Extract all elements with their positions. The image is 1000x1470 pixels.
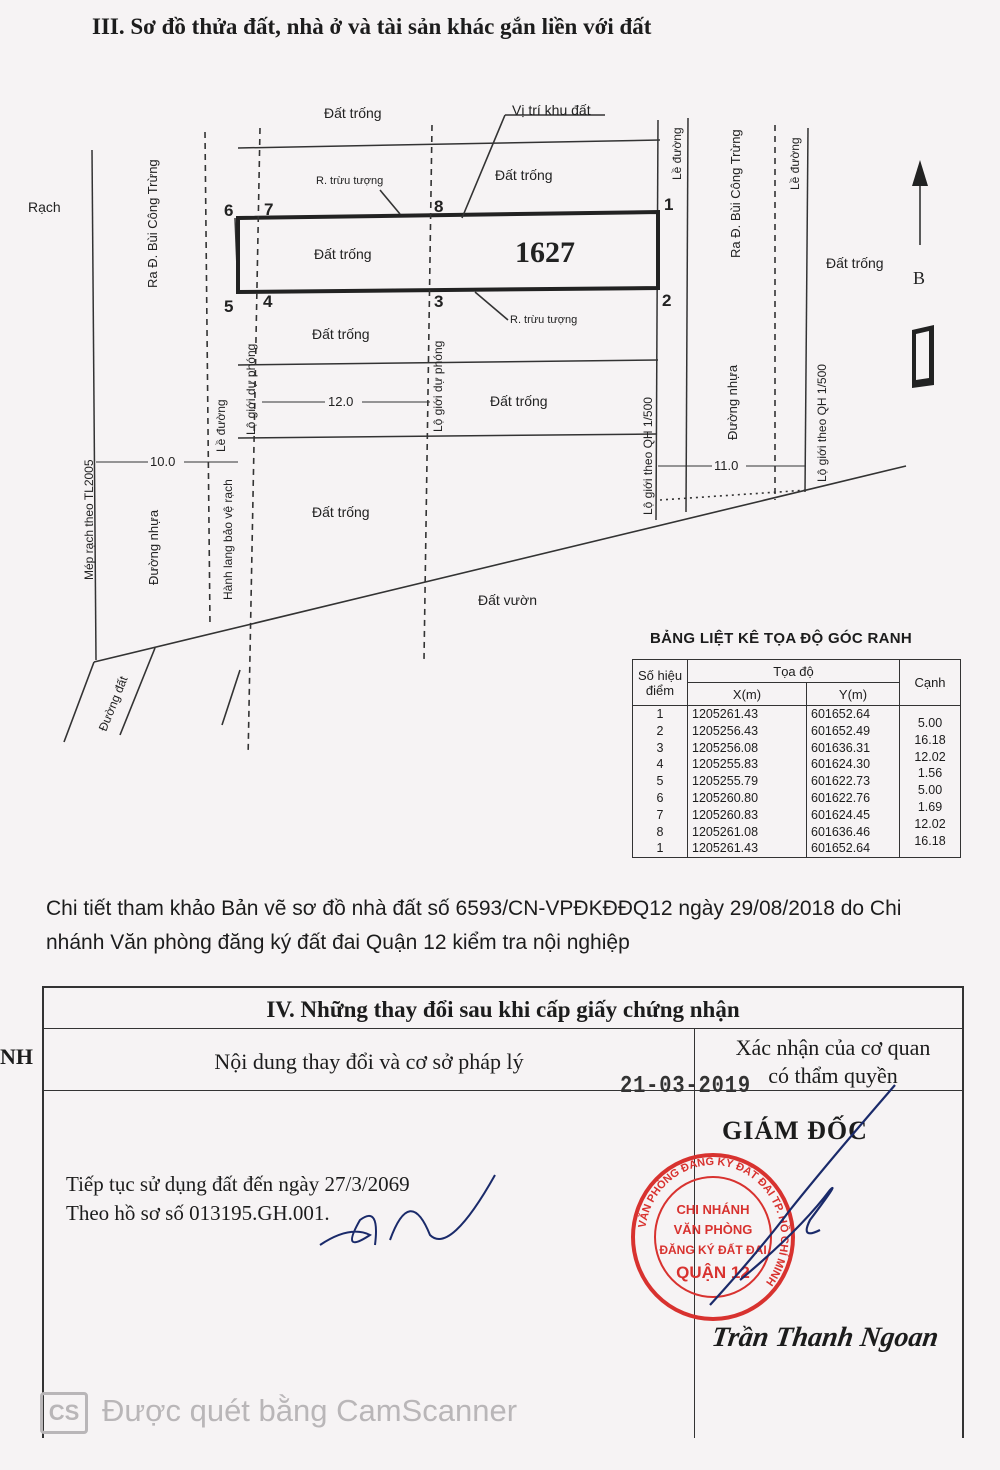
header-x: X(m) — [688, 683, 807, 706]
label-dat-trong: Đất trống — [495, 167, 553, 183]
point-1: 1 — [664, 195, 674, 214]
dimension-lines — [96, 402, 805, 466]
signer-name: Trần Thanh Ngoan — [709, 1322, 941, 1353]
point-2: 2 — [662, 291, 672, 310]
plot-boundary-lines — [92, 118, 808, 660]
seal-line-3: ĐĂNG KÝ ĐẤT ĐAI — [659, 1243, 767, 1257]
coordinate-row — [633, 790, 961, 807]
point-8: 8 — [434, 197, 444, 216]
label-dat-trong-right: Đất trống — [826, 255, 884, 271]
seal-line-1: CHI NHÁNH — [676, 1202, 750, 1217]
x-value: 1205255.83 — [688, 756, 807, 773]
coordinate-row — [633, 723, 961, 740]
label-mep-rach: Mép rạch theo TL2005 — [82, 459, 96, 580]
x-value: 1205261.08 — [688, 824, 807, 841]
column-confirm-line1: Xác nhận của cơ quan — [735, 1035, 931, 1060]
label-ra-bui-cong-trung-right: Ra Đ. Bùi Công Trừng — [728, 129, 743, 258]
column-content-header: Nội dung thay đổi và cơ sở pháp lý — [44, 1028, 695, 1090]
label-dat-trong-top: Đất trống — [324, 105, 382, 121]
label-le-duong-left: Lề đường — [214, 399, 228, 452]
header-point: Số hiệu điểm — [633, 660, 688, 706]
dimension-10: 10.0 — [150, 454, 176, 469]
coordinate-row — [633, 740, 961, 757]
officer-signature-icon — [310, 1165, 510, 1265]
label-vi-tri-khu-dat: Vị trí khu đất — [512, 102, 591, 118]
x-value: 1205256.08 — [688, 740, 807, 757]
label-lo-gioi-qh-left: Lộ giới theo QH 1/500 — [641, 397, 655, 515]
y-value: 601652.64 — [807, 840, 900, 857]
label-r-truu-tuong-top: R. trừu tượng — [316, 175, 384, 187]
coordinate-row — [633, 756, 961, 773]
edge-length — [900, 840, 961, 857]
label-lo-gioi-qh-right: Lộ giới theo QH 1/500 — [815, 364, 829, 482]
point-number: 1 — [633, 706, 688, 723]
label-dat-trong-parcel: Đất trống — [314, 246, 372, 262]
reference-note: Chi tiết tham khảo Bản vẽ sơ đồ nhà đất số 6593/CN-VPĐKĐĐQ12 ngày 29/08/2018 do Chi nhánh Văn phòng đăng ký đất đai Quận 12 kiểm tra nội nghiệp — [46, 897, 902, 954]
coordinate-row — [633, 706, 961, 723]
label-dat-trong-lower: Đất trống — [312, 504, 370, 520]
y-value: 601636.46 — [807, 824, 900, 841]
date-stamp: 21-03-2019 — [620, 1073, 751, 1100]
point-number: 2 — [633, 723, 688, 740]
label-lo-gioi-du-phong-left: Lộ giới dự phóng — [244, 343, 258, 435]
label-dat-trong-middle: Đất trống — [490, 393, 548, 409]
point-3: 3 — [434, 292, 444, 311]
point-number: 6 — [633, 790, 688, 807]
point-number: 7 — [633, 807, 688, 824]
cropped-left-text: NH — [0, 1044, 33, 1069]
dimension-12: 12.0 — [328, 394, 354, 409]
label-dat-vuon: Đất vườn — [478, 592, 538, 608]
x-value: 1205261.43 — [688, 840, 807, 857]
label-le-duong-far: Lề đường — [788, 137, 802, 190]
label-ra-bui-cong-trung-left: Ra Đ. Bùi Công Trừng — [145, 159, 160, 288]
coordinate-row — [633, 773, 961, 790]
point-number: 3 — [633, 740, 688, 757]
point-4: 4 — [263, 292, 273, 311]
y-value: 601622.76 — [807, 790, 900, 807]
camscanner-watermark — [40, 1392, 517, 1434]
column-confirm-line2: có thẩm quyền — [768, 1063, 898, 1088]
label-duong-dat: Đường đất — [95, 674, 131, 734]
seal-ring-text: VĂN PHÒNG ĐĂNG KÝ ĐẤT ĐAI TP. HỒ CHÍ MINH — [636, 1155, 791, 1288]
header-edge: Cạnh — [900, 660, 961, 706]
edge-length: 16.18 — [900, 723, 961, 740]
coordinate-row — [633, 840, 961, 857]
director-title: GIÁM ĐỐC — [722, 1116, 868, 1145]
coordinates-table-body — [633, 706, 961, 858]
parcel-outline — [238, 212, 658, 292]
entry-line-1: Tiếp tục sử dụng đất đến ngày 27/3/2069 — [66, 1172, 410, 1196]
point-number: 8 — [633, 824, 688, 841]
entry-line-2: Theo hồ sơ số 013195.GH.001. — [66, 1201, 330, 1225]
label-hanh-lang-bao-ve-rach: Hành lang bảo vệ rạch — [221, 479, 235, 600]
y-value: 601624.45 — [807, 807, 900, 824]
point-5: 5 — [224, 297, 234, 316]
label-dat-trong-strip: Đất trống — [312, 326, 370, 342]
y-value: 601624.30 — [807, 756, 900, 773]
y-value: 601636.31 — [807, 740, 900, 757]
header-coord: Tọa độ — [688, 660, 900, 683]
y-value: 601652.64 — [807, 706, 900, 723]
edge-length: 16.18 — [900, 824, 961, 841]
coordinate-row — [633, 824, 961, 841]
x-value: 1205261.43 — [688, 706, 807, 723]
diagonal-road-lines — [64, 115, 920, 742]
label-duong-nhua-right: Đường nhựa — [725, 364, 740, 440]
section-3-title: III. Sơ đồ thửa đất, nhà ở và tài sản khác gắn liền với đất — [92, 14, 652, 39]
edge-length: 5.00 — [900, 706, 961, 723]
x-value: 1205260.80 — [688, 790, 807, 807]
label-rach: Rạch — [28, 199, 61, 215]
x-value: 1205255.79 — [688, 773, 807, 790]
point-6: 6 — [224, 201, 234, 220]
point-number: 5 — [633, 773, 688, 790]
seal-line-2: VĂN PHÒNG — [673, 1222, 753, 1237]
edge-length: 1.69 — [900, 790, 961, 807]
point-number: 1 — [633, 840, 688, 857]
edge-length: 12.02 — [900, 807, 961, 824]
edge-length: 1.56 — [900, 756, 961, 773]
label-duong-nhua-left: Đường nhựa — [146, 509, 161, 585]
y-value: 601652.49 — [807, 723, 900, 740]
coordinates-table-title: BẢNG LIỆT KÊ TỌA ĐỘ GÓC RANH — [650, 630, 913, 647]
coordinate-row — [633, 807, 961, 824]
point-7: 7 — [264, 200, 274, 219]
y-value: 601622.73 — [807, 773, 900, 790]
label-le-duong-right: Lề đường — [670, 127, 684, 180]
camscanner-text: Được quét bằng CamScanner — [102, 1393, 518, 1429]
label-lo-gioi-du-phong-mid: Lộ giới dự phóng — [431, 340, 445, 432]
director-signature-icon — [680, 1080, 910, 1320]
north-arrow-icon — [912, 160, 928, 186]
seal-line-4: QUẬN 12 — [676, 1263, 750, 1282]
parcel-number: 1627 — [515, 236, 575, 269]
header-y: Y(m) — [807, 683, 900, 706]
point-number: 4 — [633, 756, 688, 773]
coordinates-table — [632, 659, 961, 858]
dimension-11: 11.0 — [714, 458, 739, 473]
x-value: 1205260.83 — [688, 807, 807, 824]
label-r-truu-tuong-bottom: R. trừu tượng — [510, 314, 578, 326]
north-label: B — [913, 268, 926, 288]
edge-length: 12.02 — [900, 740, 961, 757]
camscanner-logo: CS — [40, 1392, 88, 1434]
section-4-title: IV. Những thay đổi sau khi cấp giấy chứng nhận — [44, 988, 962, 1029]
edge-length: 5.00 — [900, 773, 961, 790]
x-value: 1205256.43 — [688, 723, 807, 740]
